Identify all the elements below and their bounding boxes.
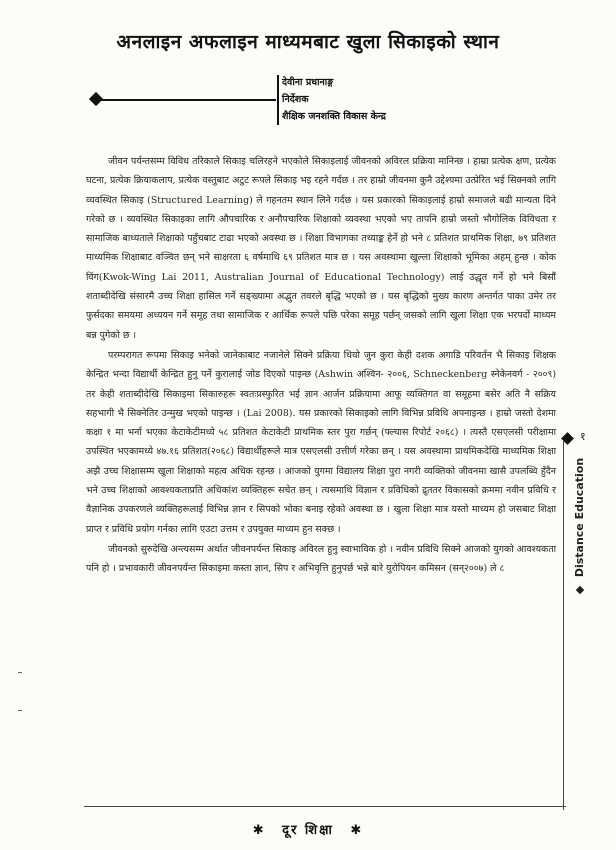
- author-organization: शैक्षिक जनशक्ति विकास केन्द्र: [282, 111, 386, 122]
- article-title: अनलाइन अफलाइन माध्यमबाट खुला सिकाइको स्थान: [116, 31, 500, 53]
- body-paragraph-2: परम्परागत रूपमा सिकाइ भनेको जानेकाबाट नजानेले सिक्ने प्रक्रिया थियो जुन कुरा केही दशक अगाडि परिवर्तन भै सिकाइ शिक्षक केन्द्रित भन्दा विद्यार्थी केन्द्रित हुनु पर्ने कुरालाई जोड दिएको पाइन्छ (Ashwin अश्विन- २००६, Schneckenberg स्नेकेनवर्ग - २००९) तर केही शताब्दीदेखि सिकाइमा सिकारुहरू स्वतःप्रस्फुरित भई ज्ञान आर्जन प्रक्रियामा आफू व्यक्तिगत वा समूहमा बसेर अति नै सक्रिय सहभागी भै सिक्नेतिर उन्मुख भएको पाइन्छ । (Lai 2008). यस प्रकारको सिकाइको लागि विभिन्न प्रविधि अपनाइन्छ । हाम्रो जस्तो देशमा कक्षा १ मा भर्ना भएका केटाकेटीमध्ये ५८ प्रतिशत केटाकेटी प्राथमिक स्तर पुरा गर्छन् (फ्ल्यास रिपोर्ट २०६८) । त्यस्तै एसएलसी परीक्षामा उपस्थित भएकामध्ये ४७.१६ प्रतिशत(२०६८) विद्यार्थीहरूले मात्र एसएलसी उत्तीर्ण गरेका छन् । यस अवस्थामा प्राथमिकदेखि माध्यमिक शिक्षा अझै उच्च शिक्षासम्म खुला शिक्षाको महत्व अधिक रहन्छ । आजको युगमा विद्यालय शिक्षा पुरा नगरी व्यक्तिको जीवनमा खासै उपलब्धि हुँदैन भने उच्च शिक्षाको आवश्यकताप्रति अधिकांश व्यक्तिहरू सचेत छन् । त्यसमाथि विज्ञान र प्रविधिको द्रुततर विकासको क्रममा नवीन प्रविधि र वैज्ञानिक उपकरणले व्यक्तिहरूलाई विभिन्न ज्ञान र सिपको भोका बनाइ रहेको अवस्था छ । खुला शिक्षा मात्र यस्तो माध्यम हो जसबाट शिक्षा प्राप्त र प्रविधि प्रयोग गर्नका लागि एउटा उत्तम र उपयुक्त माध्यम हुन सक्छ ।: [86, 349, 556, 535]
- footer-star-left-icon: ✱: [252, 823, 266, 838]
- body-paragraph-3: जीवनको सुरुदेखि अन्त्यसम्म अर्थात जीवनपर्यन्त सिकाइ अविरल हुनु स्वाभाविक हो । नवीन प्रविधि सिक्ने आजको युगको आवश्यकता पनि हो । प्रभावकारी जीवनपर्यन्त सिकाइमा कस्ता ज्ञान, सिप र अभिवृत्ति हुनुपर्छ भन्ने बारे युरोपियन कमिसन (सन्२००७) ले ८: [86, 543, 556, 575]
- body-paragraph-1: जीवन पर्यन्तसम्म विविध तरिकाले सिकाइ चलिरहने भएकोले सिकाइलाई जीवनको अविरल प्रक्रिया मानिन्छ । हाम्रा प्रत्येक क्षण, प्रत्येक घटना, प्रत्येक क्रियाकलाप, प्रत्येक वस्तुबाट अटुट रूपले सिकाइ भइ रहने गर्दछ । तर हाम्रो जीवनमा कुनै उद्देश्यमा उत्प्रेरित भई सिक्नको लागि व्यवस्थित सिकाइ (Structured Learning) ले गहनतम स्थान लिने गर्दछ । यस प्रकारको सिकाइलाई हाम्रो समाजले बढी मान्यता दिने गरेको छ । व्यवस्थित सिकाइका लागि औपचारिक र अनौपचारिक शिक्षाको व्यवस्था भएको भए तापनि हाम्रो जस्तो भौगोलिक विविधता र सामाजिक बाध्यताले शिक्षाको पहुँचबाट टाढा भएको अवस्था छ । शिक्षा विभागका तथ्याङ्क हेर्ने हो भने ८ प्रतिशत प्राथमिक शिक्षा, ७९ प्रतिशत माध्यमिक शिक्षाबाट वञ्चित छन् भने साक्षरता ६ वर्षमाथि ६९ प्रतिशत मात्र छ । यस अवस्थामा खुल्ला शिक्षाको भूमिका अहम् हुन्छ । कोक विंग(Kwok-Wing Lai 2011, Australian Journal of Educational Technology) लाई उद्धृत गर्ने हो भने बिसौं शताब्दीदेखि संसारमै उच्च शिक्षा हासिल गर्ने सङ्ख्यामा अद्भुत तवरले बृद्धि भएको छ । यस बृद्धिको मुख्य कारण अन्तर्गत पाका उमेर तर फुर्सदका समयमा अध्ययन गर्ने समूह तथा सामाजिक र आर्थिक रूपले पछि परेका समूह पर्छन् जसको लागि खुला शिक्षा एक भरपर्दो माध्यम बन्न पुगेको छ ।: [86, 156, 556, 341]
- author-name: देवीना प्रधानाङ्ग: [282, 77, 334, 88]
- margin-mark: [18, 710, 22, 711]
- footer: [0, 820, 616, 838]
- footer-star-right-icon: ✱: [350, 823, 364, 838]
- author-designation: निर्देशक: [282, 94, 309, 105]
- author-block: [282, 74, 386, 125]
- section-label: [566, 452, 594, 582]
- sidebar-rule: [563, 440, 564, 810]
- footer-rule: [84, 806, 566, 807]
- margin-mark: [18, 672, 22, 673]
- section-label-text: Distance Education: [573, 457, 587, 577]
- journal-name: दूर शिक्षा: [282, 823, 334, 838]
- article-body: [86, 152, 556, 579]
- section-diamond-ornament: [576, 586, 584, 594]
- author-divider: [277, 75, 279, 125]
- author-rule-line: [96, 99, 276, 101]
- page-number: १: [580, 430, 586, 443]
